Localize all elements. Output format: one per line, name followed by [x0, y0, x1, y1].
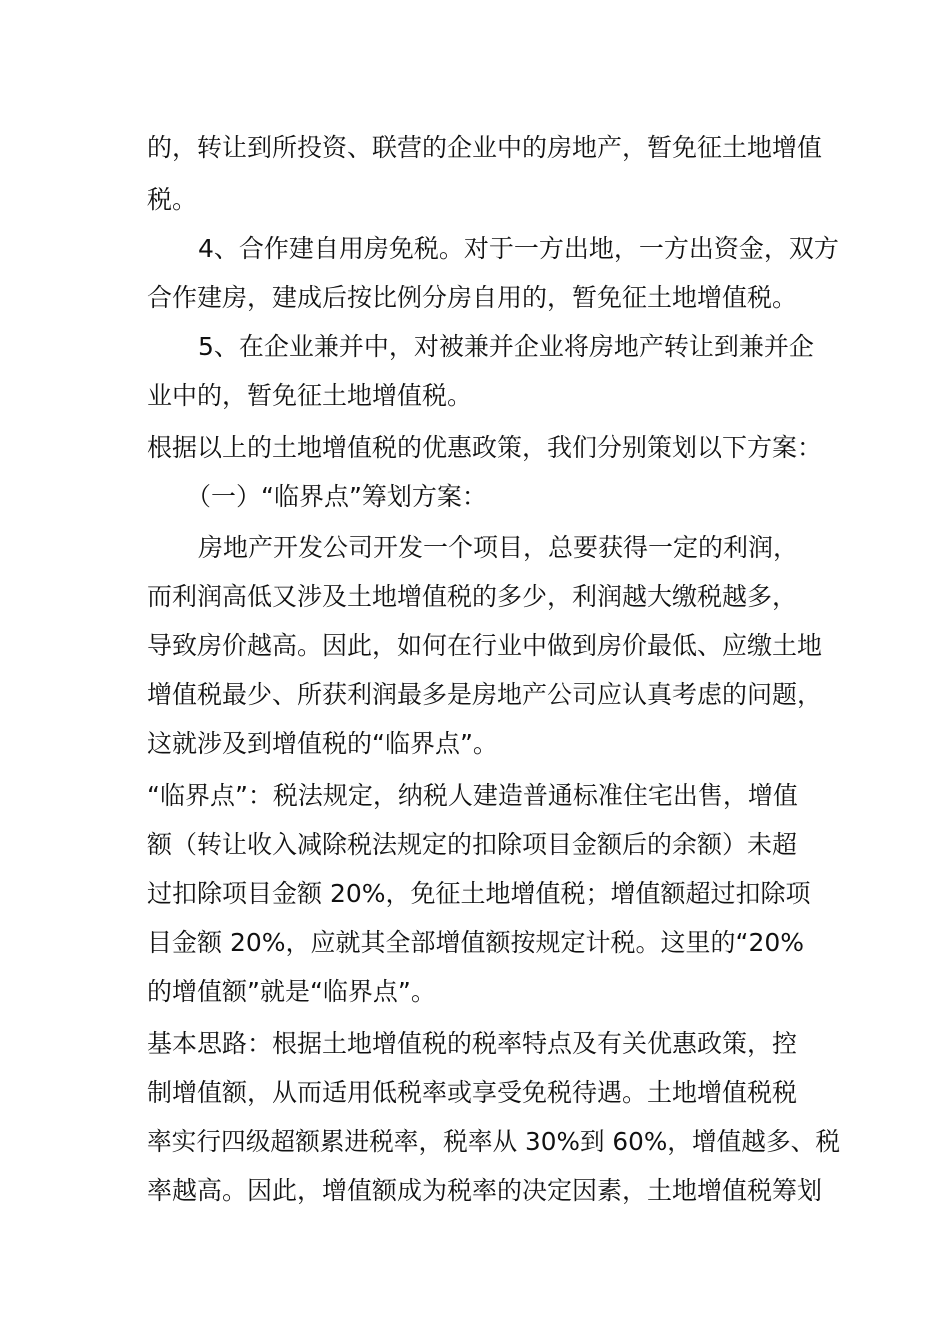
text-line: 税。 [147, 185, 198, 214]
text-line: 这就涉及到增值税的“临界点”。 [147, 729, 498, 758]
text-line: 4、合作建自用房免税。对于一方出地，一方出资金，双方 [198, 234, 839, 263]
text-line: 的，转让到所投资、联营的企业中的房地产，暂免征土地增值 [147, 133, 823, 162]
text-line: 目金额 20%，应就其全部增值额按规定计税。这里的“20% [147, 928, 805, 957]
text-line: 而利润高低又涉及土地增值税的多少，利润越大缴税越多， [147, 582, 798, 611]
text-line: 的增值额”就是“临界点”。 [147, 977, 436, 1006]
text-line: 导致房价越高。因此，如何在行业中做到房价最低、应缴土地 [147, 631, 823, 660]
text-line: 过扣除项目金额 20%，免征土地增值税；增值额超过扣除项 [147, 879, 811, 908]
text-line: 业中的，暂免征土地增值税。 [147, 381, 473, 410]
text-line: 房地产开发公司开发一个项目，总要获得一定的利润， [198, 533, 799, 562]
text-line: 5、在企业兼并中，对被兼并企业将房地产转让到兼并企 [198, 332, 814, 361]
section-heading: （一）“临界点”筹划方案： [186, 482, 487, 511]
text-line: 率实行四级超额累进税率，税率从 30%到 60%，增值越多、税 [147, 1127, 841, 1156]
text-line: “临界点”：税法规定，纳税人建造普通标准住宅出售，增值 [147, 781, 798, 810]
text-line: 根据以上的土地增值税的优惠政策，我们分别策划以下方案： [147, 433, 823, 462]
text-line: 基本思路：根据土地增值税的税率特点及有关优惠政策，控 [147, 1029, 798, 1058]
text-line: 率越高。因此，增值额成为税率的决定因素，土地增值税筹划 [147, 1176, 823, 1205]
text-line: 增值税最少、所获利润最多是房地产公司应认真考虑的问题， [147, 680, 823, 709]
text-line: 制增值额，从而适用低税率或享受免税待遇。土地增值税税 [147, 1078, 798, 1107]
text-line: 合作建房，建成后按比例分房自用的，暂免征土地增值税。 [147, 283, 798, 312]
text-line: 额（转让收入减除税法规定的扣除项目金额后的余额）未超 [147, 830, 798, 859]
